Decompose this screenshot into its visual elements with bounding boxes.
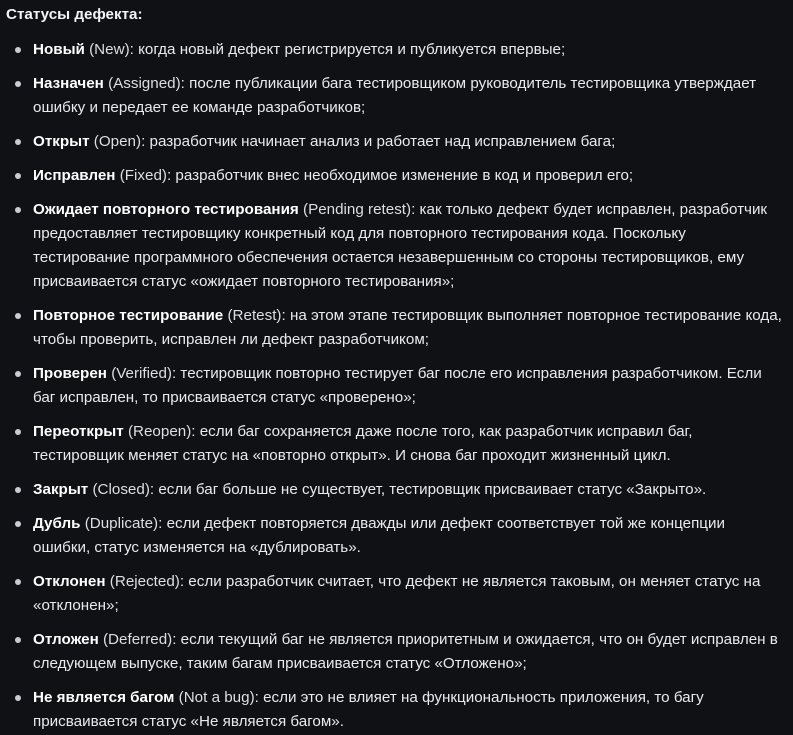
status-english-name: (Assigned) (108, 75, 181, 92)
status-description: : разработчик внес необходимое изменение в код и проверил его; (166, 167, 634, 184)
list-item (6, 628, 793, 676)
status-description: : после публикации бага тестировщиком руководитель тестировщика утверждает ошибку и передает ее команде разработчиков; (33, 75, 757, 116)
status-term: Ожидает повторного тестирования (33, 201, 299, 218)
status-english-name: (Reopen) (127, 423, 192, 440)
list-item (6, 164, 793, 188)
status-description: : на этом этапе тестировщик выполняет повторное тестирование кода, чтобы проверить, исправлен ли дефект разработчиком; (33, 307, 782, 348)
status-term: Новый (33, 41, 85, 58)
status-english-name: (Rejected) (109, 573, 180, 590)
status-english-name: (Retest) (227, 307, 282, 324)
bullet-icon (15, 207, 21, 213)
list-item (6, 686, 793, 734)
status-term: Открыт (33, 133, 90, 150)
list-item (6, 362, 793, 410)
status-english-name: (Verified) (111, 365, 172, 382)
bullet-icon (15, 521, 21, 527)
bullet-icon (15, 371, 21, 377)
list-item (6, 478, 793, 502)
defect-status-list (6, 38, 793, 734)
list-item (6, 38, 793, 62)
status-english-name: (Duplicate) (84, 515, 159, 532)
status-description: : тестировщик повторно тестирует баг после его исправления разработчиком. Если баг исправлен, то присваивается статус «проверено»; (33, 365, 762, 406)
status-english-name: (Closed) (92, 481, 150, 498)
status-description: : если баг больше не существует, тестировщик присваивает статус «Закрыто». (149, 481, 707, 498)
list-item (6, 72, 793, 120)
list-item (6, 512, 793, 560)
bullet-icon (15, 47, 21, 53)
bullet-icon (15, 313, 21, 319)
status-term: Переоткрыт (33, 423, 124, 440)
status-description: : разработчик начинает анализ и работает над исправлением бага; (141, 133, 616, 150)
status-term: Отклонен (33, 573, 106, 590)
status-description: : если разработчик считает, что дефект не является таковым, он меняет статус на «отклонен»; (33, 573, 761, 614)
bullet-icon (15, 429, 21, 435)
status-term: Исправлен (33, 167, 116, 184)
list-item (6, 570, 793, 618)
status-description: : если баг сохраняется даже после того, как разработчик исправил баг, тестировщик меняет статус на «повторно открыт». И снова баг проходит жизненный цикл. (33, 423, 693, 464)
bullet-icon (15, 695, 21, 701)
status-english-name: (Not a bug) (178, 689, 255, 706)
status-english-name: (Deferred) (103, 631, 173, 648)
section-heading: Статусы дефекта: (6, 6, 143, 23)
status-term: Не является багом (33, 689, 175, 706)
bullet-icon (15, 81, 21, 87)
status-description: : если дефект повторяется дважды или дефект соответствует той же концепции ошибки, статус изменяется на «дублировать». (33, 515, 725, 556)
status-term: Повторное тестирование (33, 307, 224, 324)
list-item (6, 130, 793, 154)
status-english-name: (Fixed) (119, 167, 167, 184)
bullet-icon (15, 139, 21, 145)
status-description: : когда новый дефект регистрируется и публикуется впервые; (129, 41, 566, 58)
list-item (6, 420, 793, 468)
status-description: : если текущий баг не является приоритетным и ожидается, что он будет исправлен в следующем выпуске, таким багам присваивается статус «Отложено»; (33, 631, 778, 672)
bullet-icon (15, 637, 21, 643)
status-english-name: (New) (89, 41, 130, 58)
status-description: : как только дефект будет исправлен, разработчик предоставляет тестировщику конкретный код для повторного тестирования кода. Поскольку тестирование программного обеспечения остается незавершенным со стороны тестировщиков, ему присваивается статус «ожидает повторного тестирования»; (33, 201, 768, 290)
list-item (6, 198, 793, 294)
bullet-icon (15, 579, 21, 585)
status-term: Дубль (33, 515, 81, 532)
status-term: Проверен (33, 365, 107, 382)
status-term: Закрыт (33, 481, 89, 498)
status-term: Назначен (33, 75, 104, 92)
bullet-icon (15, 487, 21, 493)
status-term: Отложен (33, 631, 99, 648)
bullet-icon (15, 173, 21, 179)
list-item (6, 304, 793, 352)
status-english-name: (Open) (93, 133, 142, 150)
status-english-name: (Pending retest) (303, 201, 412, 218)
status-description: : если это не влияет на функциональность приложения, то багу присваивается статус «Не является багом». (33, 689, 704, 730)
